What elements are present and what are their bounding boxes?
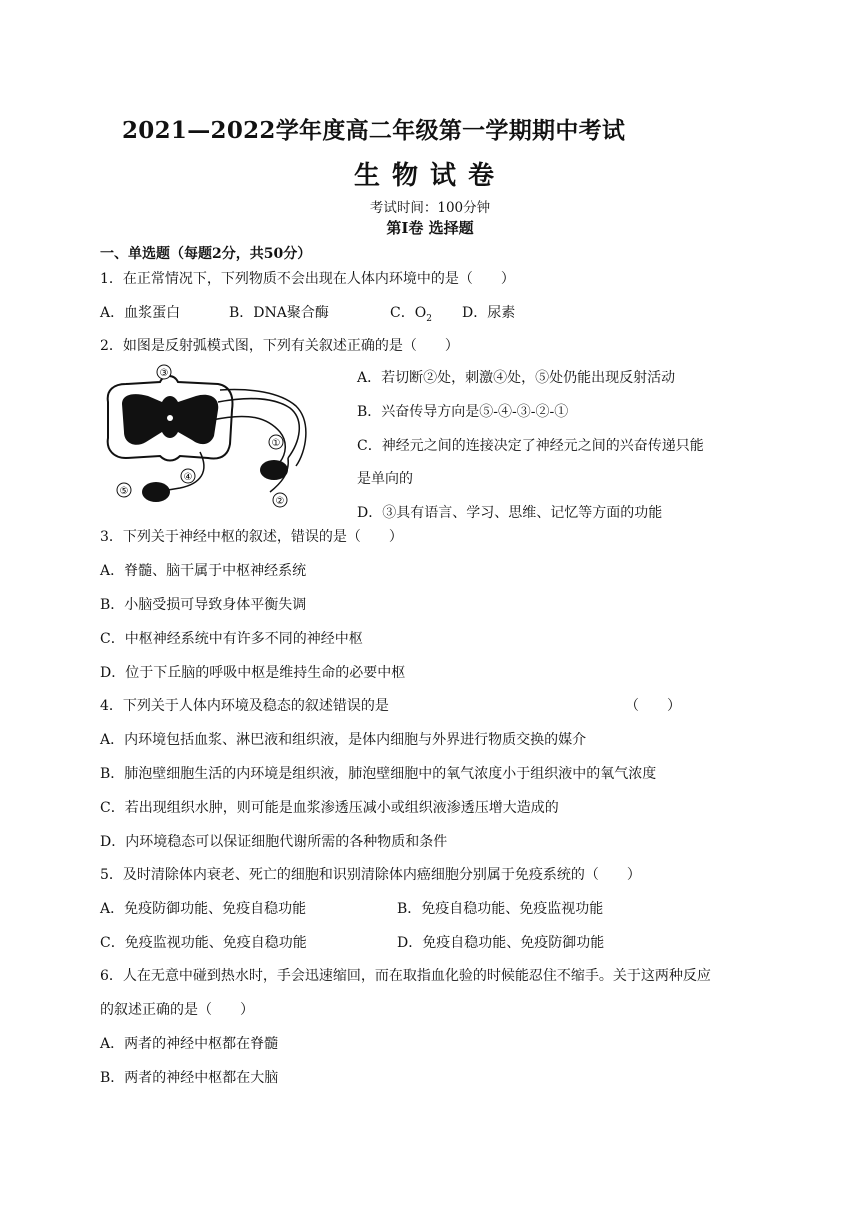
q4-answer-paren: （ ） xyxy=(625,698,681,714)
q2-option-b: B．兴奋传导方向是⑤-④-③-②-① xyxy=(357,404,569,420)
part-heading: 第Ⅰ卷 选择题 xyxy=(386,219,474,237)
q5-option-c: C．免疫监视功能、免疫自稳功能 xyxy=(100,935,307,951)
label-5: ⑤ xyxy=(119,486,129,497)
central-canal xyxy=(167,415,173,421)
subject-title: 生物试卷 xyxy=(353,161,506,191)
label-2: ② xyxy=(275,496,285,507)
q2-option-c-line2: 是单向的 xyxy=(357,471,413,487)
q3-option-a: A．脊髓、脑干属于中枢神经系统 xyxy=(100,563,307,579)
q3-stem: 3．下列关于神经中枢的叙述，错误的是（ ） xyxy=(100,529,403,545)
reflex-arc-diagram xyxy=(100,362,340,512)
exam-time: 考试时间：100分钟 xyxy=(369,200,491,216)
q4-stem: 4．下列关于人体内环境及稳态的叙述错误的是 xyxy=(100,698,389,714)
receptor xyxy=(260,460,288,480)
q6-option-b: B．两者的神经中枢都在大脑 xyxy=(100,1070,279,1086)
q2-stem: 2．如图是反射弧模式图，下列有关叙述正确的是（ ） xyxy=(100,338,459,354)
q4-option-d: D．内环境稳态可以保证细胞代谢所需的各种物质和条件 xyxy=(100,834,448,850)
label-3: ③ xyxy=(159,368,169,379)
q1-option-b: B．DNA聚合酶 xyxy=(229,305,329,321)
q2-option-c-line1: C．神经元之间的连接决定了神经元之间的兴奋传递只能 xyxy=(357,438,704,454)
q1-option-d: D．尿素 xyxy=(462,305,516,321)
q4-option-b: B．肺泡壁细胞生活的内环境是组织液，肺泡壁细胞中的氧气浓度小于组织液中的氧气浓度 xyxy=(100,766,657,782)
exam-title: 2021—2022学年度高二年级第一学期期中考试 xyxy=(122,117,626,144)
q5-option-d: D．免疫自稳功能、免疫防御功能 xyxy=(397,935,605,951)
q2-option-d: D．③具有语言、学习、思维、记忆等方面的功能 xyxy=(357,505,663,521)
q4-option-a: A．内环境包括血浆、淋巴液和组织液，是体内细胞与外界进行物质交换的媒介 xyxy=(100,732,587,748)
q1-stem: 1．在正常情况下，下列物质不会出现在人体内环境中的是（ ） xyxy=(100,271,515,287)
label-4: ④ xyxy=(183,472,193,483)
q3-option-b: B．小脑受损可导致身体平衡失调 xyxy=(100,597,307,613)
q2-option-a: A．若切断②处，刺激④处，⑤处仍能出现反射活动 xyxy=(357,370,676,386)
q1-option-a: A．血浆蛋白 xyxy=(100,305,181,321)
q6-option-a: A．两者的神经中枢都在脊髓 xyxy=(100,1036,279,1052)
q1-option-c-text: C．O xyxy=(390,305,427,321)
effector xyxy=(142,482,170,502)
q1-option-c-subscript: 2 xyxy=(426,313,432,324)
q6-stem-line1: 6．人在无意中碰到热水时，手会迅速缩回，而在取指血化验的时候能忍住不缩手。关于这两种反应 xyxy=(100,968,711,984)
q1-option-c xyxy=(390,304,432,328)
q6-stem-line2: 的叙述正确的是（ ） xyxy=(100,1002,254,1018)
q3-option-c: C．中枢神经系统中有许多不同的神经中枢 xyxy=(100,631,363,647)
q4-option-c: C．若出现组织水肿，则可能是血浆渗透压减小或组织液渗透压增大造成的 xyxy=(100,800,559,816)
q5-option-a: A．免疫防御功能、免疫自稳功能 xyxy=(100,901,307,917)
q5-stem: 5．及时清除体内衰老、死亡的细胞和识别清除体内癌细胞分别属于免疫系统的（ ） xyxy=(100,867,641,883)
section-heading: 一、单选题（每题2分，共50分） xyxy=(100,246,312,262)
q5-option-b: B．免疫自稳功能、免疫监视功能 xyxy=(397,901,604,917)
q3-option-d: D．位于下丘脑的呼吸中枢是维持生命的必要中枢 xyxy=(100,665,406,681)
label-1: ① xyxy=(271,438,281,449)
